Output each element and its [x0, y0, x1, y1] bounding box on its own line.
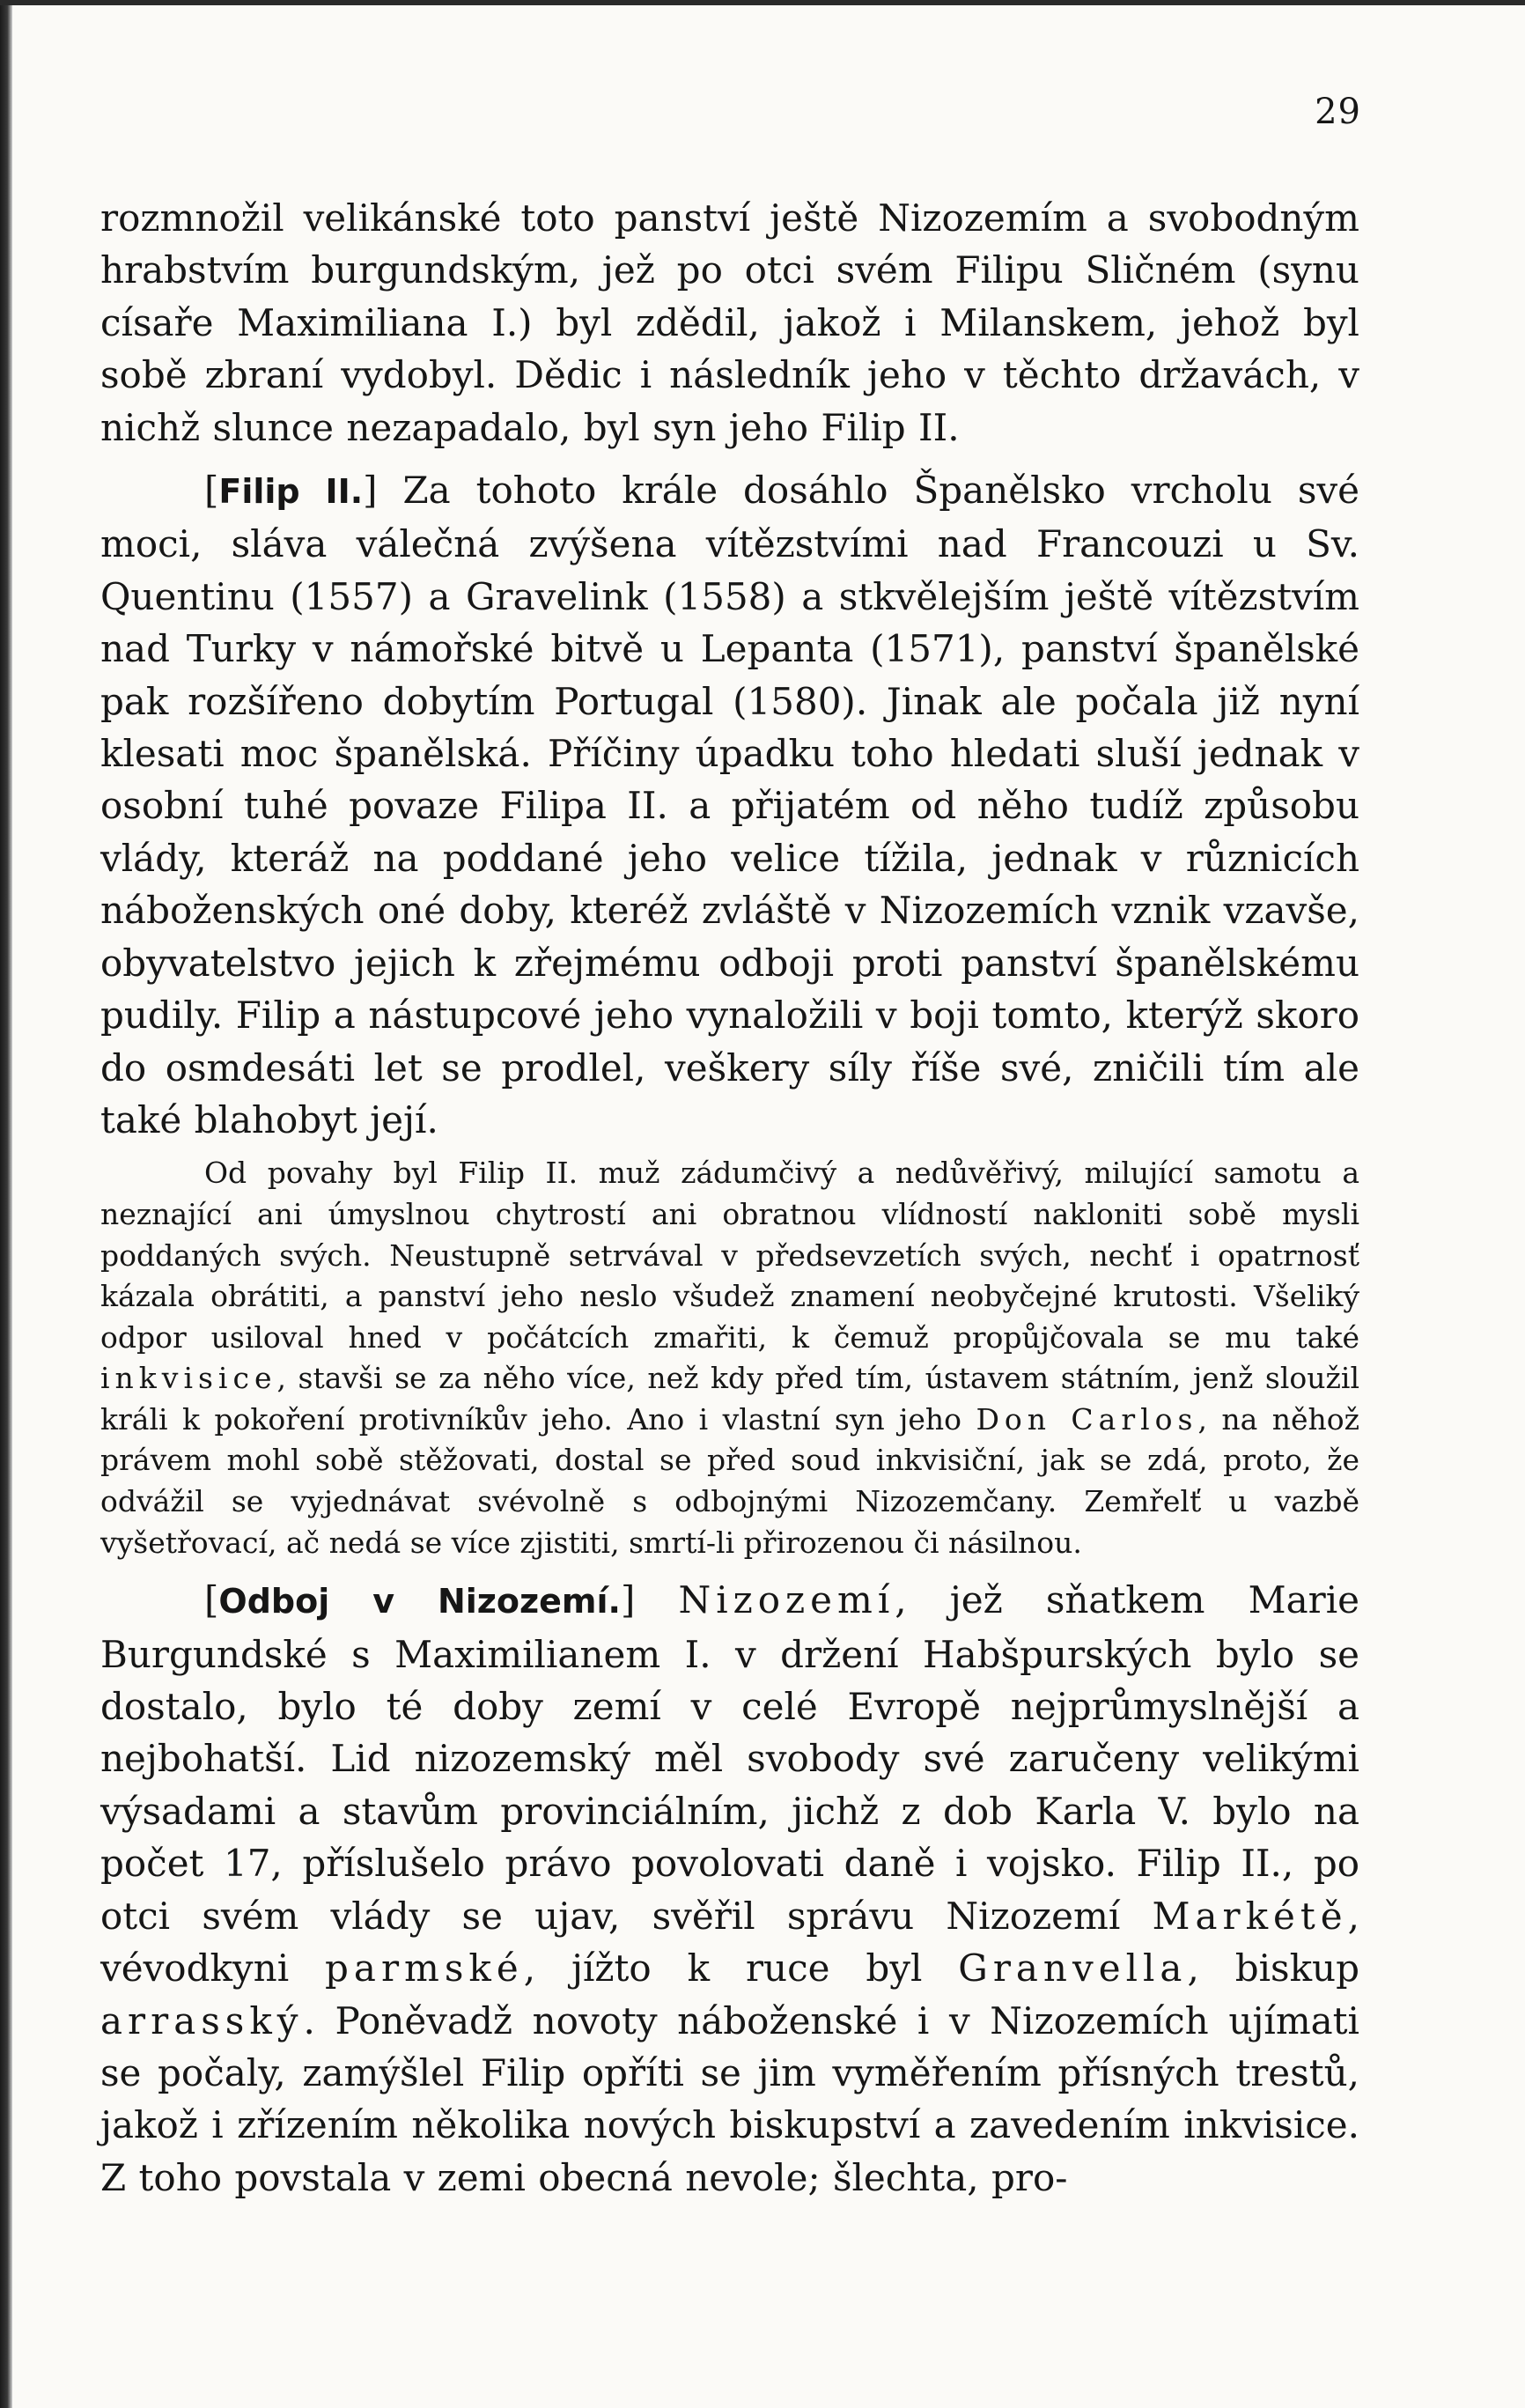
- paragraph-intro-text: rozmnožil velikánské toto panství ještě Nizozemím a svobodným hrabstvím burgundským, jež po otci svém Filipu Sličném (synu císaře Maximiliana I.) byl zdědil, jakož i Milanskem, jehož byl sobě zbraní vydobyl. Dědic i následník jeho v těchto državách, v nichž slunce nezapadalo, byl syn jeho Filip II.: [100, 196, 1359, 449]
- note-filip-character: [100, 1153, 1359, 1563]
- odboj-text-part5: . Poněvadž novoty náboženské i v Nizozemích ujímati se počaly, zamýšlel Filip opříti se jim vyměřením přísných trestů, jakož i zřízením několika nových biskupství a zavedením inkvisice. Z toho povstala v zemi obecná nevole; šlechta, pro-: [100, 1998, 1359, 2199]
- page-top-edge: [0, 0, 1525, 5]
- heading-bracket-close: ]: [363, 469, 378, 513]
- note-text-part1: Od povahy byl Filip II. muž zádumčivý a nedůvěřivý, milující samotu a neznající ani úmyslnou chytrostí ani obratnou vlídností nakloniti sobě mysli poddaných svých. Neustupně setrvával v předsevzetích svých, nechť i opatrnosť kázala obrátiti, a panství jeho neslo všudež znamení neobyčejné krutosti. Všeliký odpor usiloval hned v počátcích zmařiti, k čemuž propůjčovala se mu také: [100, 1156, 1359, 1355]
- heading-bracket-open: [: [204, 1578, 219, 1622]
- side-heading-filip: Filip II.: [218, 472, 364, 512]
- text-block: [100, 192, 1359, 2204]
- side-heading-odboj: Odboj v Nizozemí.: [218, 1582, 621, 1621]
- emphasis-arrassky: arrasský: [100, 1998, 304, 2042]
- note-text-part2: , stavši se za něho více, než kdy před tím, ústavem státním, jenž sloužil králi k pokoření protivníkův jeho. Ano i vlastní syn jeho: [100, 1361, 1359, 1437]
- odboj-text-part3: , jížto k ruce byl: [523, 1946, 959, 1991]
- heading-bracket-open: [: [204, 469, 219, 513]
- emphasis-markete: Markétě: [1152, 1894, 1348, 1938]
- page-binding-edge: [0, 0, 12, 2408]
- paragraph-odboj: [100, 1574, 1359, 2204]
- odboj-text-part1: , jež sňatkem Marie Burgundské s Maximilianem I. v držení Habšpurských bylo se dostalo, bylo té doby zemí v celé Evropě nejprůmyslnější a nejbohatší. Lid nizozemský měl svobody své zaručeny velikými výsadami a stavům provinciálním, jichž z dob Karla V. bylo na počet 17, příslušelo právo povolovati daně i vojsko. Filip II., po otci svém vlády se ujav, svěřil správu Nizozemí: [100, 1578, 1359, 1938]
- heading-bracket-close: ]: [620, 1578, 636, 1622]
- odboj-text-part4: , biskup: [1187, 1946, 1359, 1991]
- emphasis-granvella: Granvella: [958, 1946, 1188, 1991]
- paragraph-filip: [100, 464, 1359, 1146]
- note-emphasis-inkvisice: inkvisice: [100, 1361, 277, 1396]
- emphasis-parmske: parmské: [325, 1946, 524, 1991]
- paragraph-intro: [100, 192, 1359, 454]
- paragraph-filip-text: Za tohoto krále dosáhlo Španělsko vrcholu své moci, sláva válečná zvýšena vítězstvími nad Francouzi u Sv. Quentinu (1557) a Gravelink (1558) a stkvělejším ještě vítězstvím nad Turky v námořské bitvě u Lepanta (1571), panství španělské pak rozšířeno dobytím Portugal (1580). Jinak ale počala již nyní klesati moc španělská. Příčiny úpadku toho hledati sluší jednak v osobní tuhé povaze Filipa II. a přijatém od něho tudíž způsobu vlády, kteráž na poddané jeho velice tížila, jednak v různicích náboženských oné doby, kteréž zvláště v Nizozemích vznik vzavše, obyvatelstvo jejich k zřejmému odboji proti panství španělskému pudily. Filip a nástupcové jeho vynaložili v boji tomto, kterýž skoro do osmdesáti let se prodlel, veškery síly říše své, zničili tím ale také blahobyt její.: [100, 469, 1359, 1141]
- page-number: 29: [1315, 92, 1361, 132]
- note-emphasis-don-carlos: Don Carlos: [976, 1401, 1198, 1437]
- odboj-text-part2: , vévodkyni: [100, 1894, 1359, 1991]
- note-text-part3: , na něhož právem mohl sobě stěžovati, dostal se před soud inkvisiční, jak se zdá, proto, že odvážil se vyjednávat svévolně s odbojnými Nizozemčany. Zemřelť u vazbě vyšetřovací, ač nedá se více zjistiti, smrtí-li přirozenou či násilnou.: [100, 1401, 1360, 1560]
- emphasis-nizozemi: Nizozemí: [678, 1578, 895, 1622]
